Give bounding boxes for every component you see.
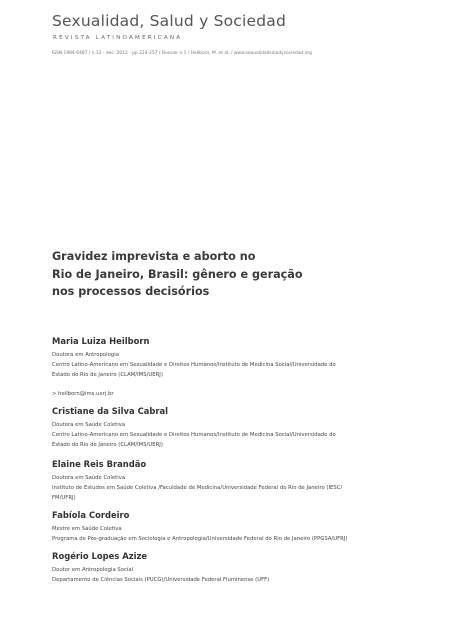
author-affiliation: FM/UFRJ): [52, 495, 76, 501]
journal-subtitle: REVISTA LATINOAMERICANA: [53, 35, 183, 41]
author-degree: Doutor em Antropologia Social: [52, 567, 134, 573]
author-email-link[interactable]: > heilborn@ims.uerj.br: [52, 391, 114, 397]
author-affiliation: Estado do Rio de Janeiro (CLAM/IMS/UERJ): [52, 442, 163, 448]
author-degree: Doutora em Saúde Coletiva: [52, 422, 126, 428]
author-degree: Doutora em Saúde Coletiva: [52, 475, 126, 481]
author-degree: Mestre em Saúde Coletiva: [52, 526, 122, 532]
article-title: [52, 248, 303, 301]
author-affiliation: Departamento de Ciências Sociais (PUCG)/Universidade Federal Fluminense (UFF): [52, 577, 270, 583]
journal-title: Sexualidad, Salud y Sociedad: [52, 12, 287, 30]
author-affiliation: Centro Latino-Americano em Sexualidade e Direitos Humanos/Instituto de Medicina Social/Universidade do: [52, 432, 336, 438]
author-name: Maria Luiza Heilborn: [52, 336, 150, 346]
issn-line: ISSN 1984-6487 / n.12 - dec. 2012 - pp.224-257 / Dossier n.1 / Heilborn, M. et al. / www.sexualidadsaludysociedad.org: [52, 51, 312, 56]
author-affiliation: Instituto de Estudos em Saúde Coletiva /Faculdade de Medicina/Universidade Federal do Rio de Janeiro (IESC/: [52, 485, 343, 491]
author-degree: Doutora em Antropologia: [52, 352, 119, 358]
author-name: Rogério Lopes Azize: [52, 551, 147, 561]
article-title-line: Rio de Janeiro, Brasil: gênero e geração: [52, 267, 303, 281]
author-name: Fabíola Cordeiro: [52, 510, 130, 520]
author-affiliation: Programa de Pós-graduação em Sociologia e Antropologia/Universidade Federal do Rio de Janeiro (PPGSA/UFRJ): [52, 536, 348, 542]
article-title-line: Gravidez imprevista e aborto no: [52, 250, 256, 263]
author-name: Elaine Reis Brandão: [52, 459, 147, 469]
author-affiliation: Estado do Rio de Janeiro (CLAM/IMS/UERJ): [52, 372, 163, 378]
article-title-line: nos processos decisórios: [52, 285, 210, 298]
author-affiliation: Centro Latino-Americano em Sexualidade e Direitos Humanos/Instituto de Medicina Social/Universidade do: [52, 362, 336, 368]
author-name: Cristiane da Silva Cabral: [52, 406, 169, 416]
